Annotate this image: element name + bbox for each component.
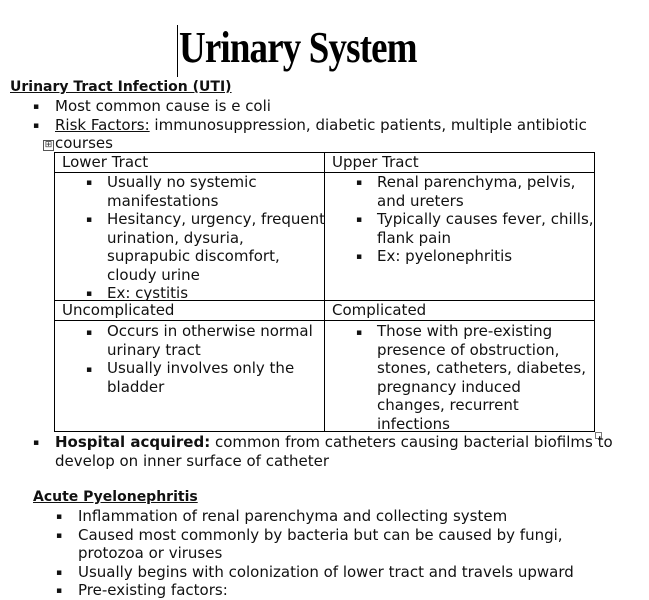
bullet-icon: ▪ bbox=[356, 178, 363, 188]
lower-item: Ex: cystitis bbox=[107, 284, 189, 302]
bullet-icon: ▪ bbox=[86, 215, 93, 225]
complicated-item: stones, catheters, diabetes, bbox=[377, 359, 586, 377]
bullet-icon: ▪ bbox=[56, 568, 63, 578]
table-move-handle-icon[interactable]: ⊞ bbox=[44, 140, 53, 150]
lower-item: Hesitancy, urgency, frequent bbox=[107, 210, 326, 228]
upper-item: Renal parenchyma, pelvis, bbox=[377, 173, 576, 191]
upper-item: Typically causes fever, chills, bbox=[377, 210, 594, 228]
risk-factors-label: Risk Factors: bbox=[55, 116, 150, 134]
hospital-acquired bbox=[55, 433, 613, 452]
risk-factors-text: immunosuppression, diabetic patients, multiple antibiotic bbox=[149, 116, 587, 134]
uncomplicated-item: Usually involves only the bbox=[107, 359, 295, 377]
bullet-icon: ▪ bbox=[86, 178, 93, 188]
text-cursor bbox=[177, 25, 178, 77]
uti-heading: Urinary Tract Infection (UTI) bbox=[10, 79, 232, 95]
uti-risk-factors bbox=[55, 116, 587, 135]
uncomplicated-item: Occurs in otherwise normal bbox=[107, 322, 313, 340]
pyelo-heading: Acute Pyelonephritis bbox=[33, 489, 198, 505]
bullet-icon: ▪ bbox=[86, 289, 93, 299]
table-header-uncomplicated: Uncomplicated bbox=[62, 301, 175, 319]
complicated-item: presence of obstruction, bbox=[377, 340, 560, 359]
bullet-icon: ▪ bbox=[356, 328, 363, 338]
upper-item: and ureters bbox=[377, 191, 464, 210]
hospital-acquired-text: common from catheters causing bacterial biofilms to bbox=[210, 433, 613, 451]
pyelo-item: Inflammation of renal parenchyma and collecting system bbox=[78, 507, 508, 525]
hospital-acquired-label: Hospital acquired: bbox=[55, 433, 211, 451]
bullet-icon: ▪ bbox=[33, 121, 40, 131]
bullet-icon: ▪ bbox=[356, 252, 363, 262]
bullet-icon: ▪ bbox=[56, 512, 63, 522]
upper-item: flank pain bbox=[377, 228, 451, 247]
bullet-icon: ▪ bbox=[86, 365, 93, 375]
pyelo-item: Usually begins with colonization of lower tract and travels upward bbox=[78, 563, 574, 581]
table-header-upper: Upper Tract bbox=[332, 153, 419, 171]
complicated-item: infections bbox=[377, 414, 450, 433]
table-divider bbox=[324, 152, 325, 432]
uti-bullet-cause: Most common cause is e coli bbox=[55, 97, 271, 115]
bullet-icon: ▪ bbox=[33, 438, 40, 448]
bullet-icon: ▪ bbox=[356, 215, 363, 225]
lower-item: manifestations bbox=[107, 191, 219, 210]
table-header-lower: Lower Tract bbox=[62, 153, 149, 171]
hospital-acquired-text-cont: develop on inner surface of catheter bbox=[55, 451, 330, 470]
bullet-icon: ▪ bbox=[56, 531, 63, 541]
bullet-icon: ▪ bbox=[56, 586, 63, 596]
uncomplicated-item: urinary tract bbox=[107, 340, 201, 359]
pyelo-item: Pre-existing factors: bbox=[78, 581, 228, 599]
table-row-line bbox=[54, 320, 595, 321]
pyelo-item: Caused most commonly by bacteria but can be caused by fungi, bbox=[78, 526, 563, 544]
lower-item: suprapubic discomfort, bbox=[107, 247, 280, 265]
risk-factors-text-cont: courses bbox=[55, 134, 113, 152]
upper-item: Ex: pyelonephritis bbox=[377, 247, 513, 265]
page-title: Urinary System bbox=[179, 23, 417, 72]
uncomplicated-item: bladder bbox=[107, 377, 165, 396]
bullet-icon: ▪ bbox=[33, 102, 40, 112]
complicated-item: pregnancy induced bbox=[377, 377, 521, 396]
table-header-complicated: Complicated bbox=[332, 301, 427, 319]
complicated-item: Those with pre-existing bbox=[377, 322, 553, 340]
complicated-item: changes, recurrent bbox=[377, 396, 519, 414]
pyelo-item: protozoa or viruses bbox=[78, 544, 223, 562]
bullet-icon: ▪ bbox=[86, 328, 93, 338]
lower-item: cloudy urine bbox=[107, 265, 200, 284]
lower-item: urination, dysuria, bbox=[107, 228, 244, 247]
lower-item: Usually no systemic bbox=[107, 173, 257, 191]
